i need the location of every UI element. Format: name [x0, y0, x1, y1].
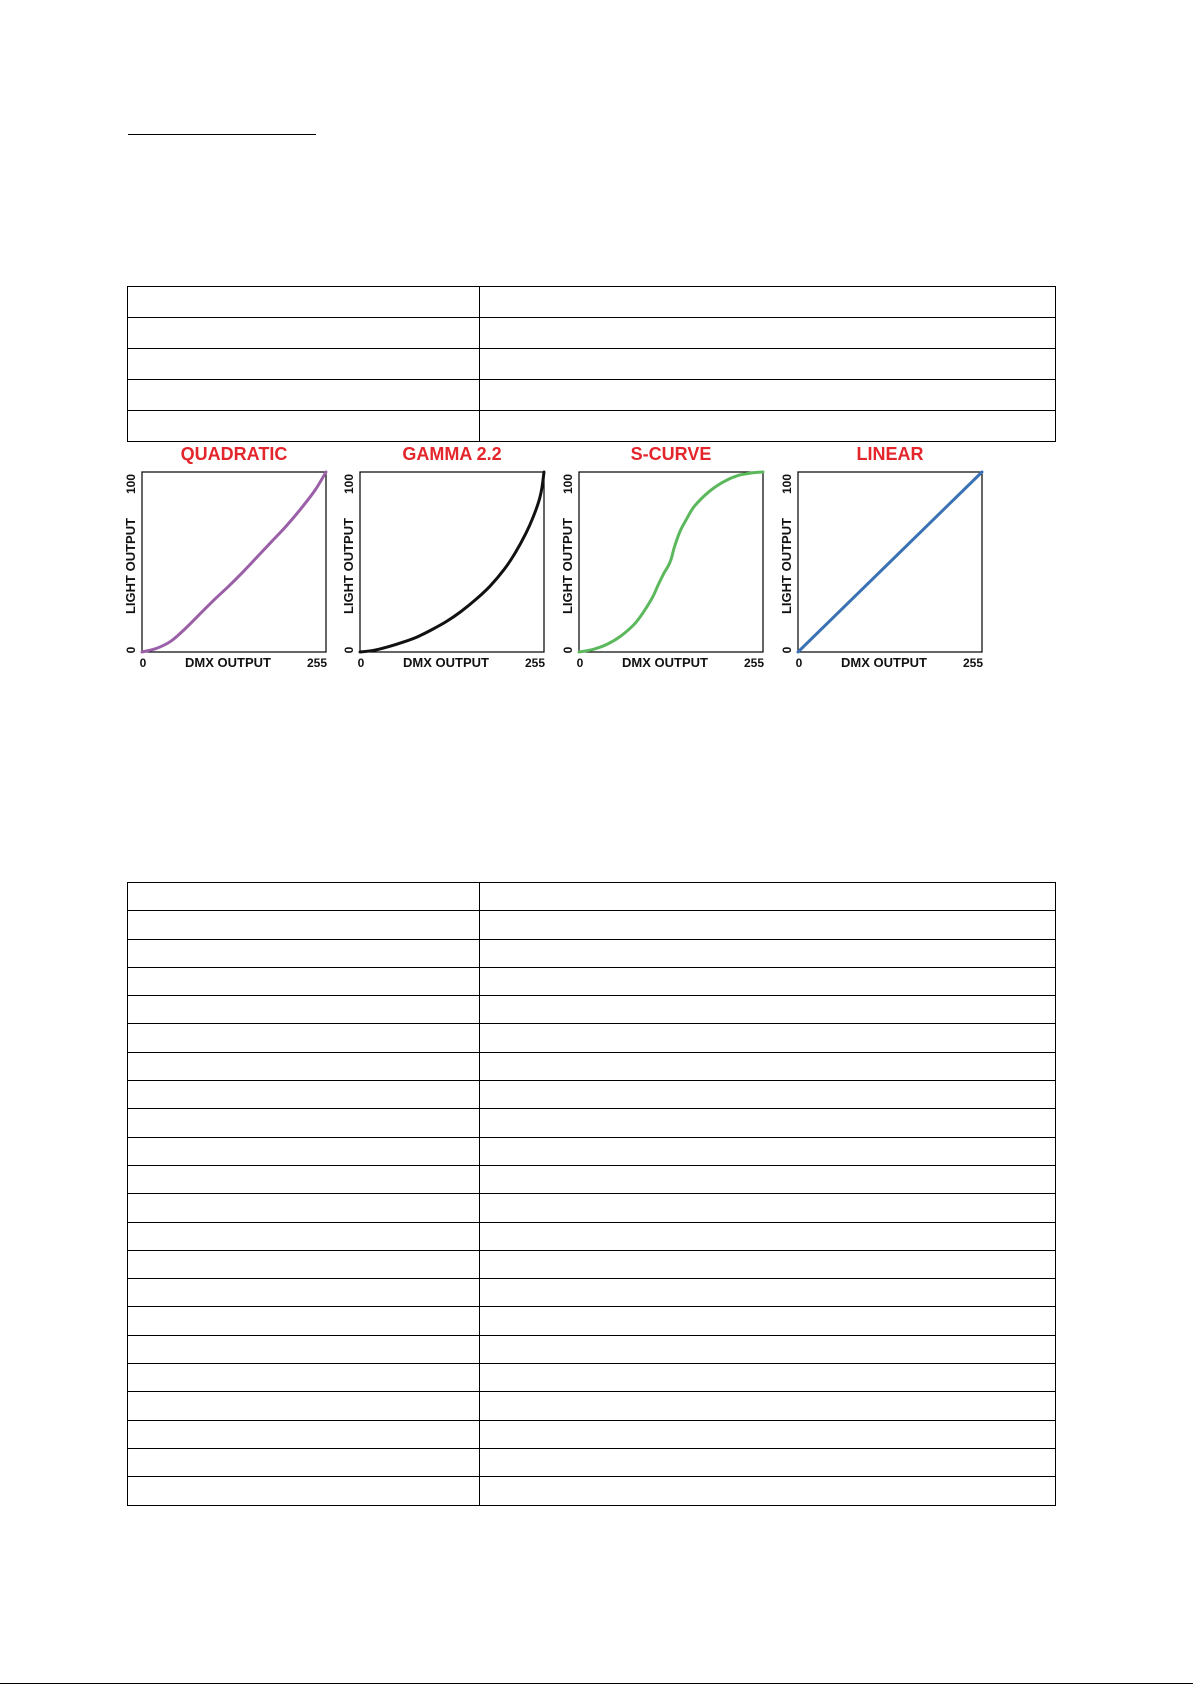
table-row: [128, 287, 1056, 318]
table-row: [128, 1392, 1056, 1420]
table-row: [128, 1137, 1056, 1165]
table-row: [128, 967, 1056, 995]
table-cell-label: [128, 1477, 480, 1505]
table-cell-value: [480, 349, 1056, 380]
table-row: [128, 349, 1056, 380]
table-row: [128, 1364, 1056, 1392]
y-axis-label: LIGHT OUTPUT: [560, 517, 575, 615]
top-table: [127, 286, 1056, 442]
table-cell-value: [480, 1165, 1056, 1193]
table-row: [128, 1250, 1056, 1278]
plot-frame: [142, 472, 326, 652]
x-tick-label: 0: [795, 656, 803, 670]
table-cell-label: [128, 1081, 480, 1109]
table-cell-value: [480, 1420, 1056, 1448]
table-cell-value: [480, 1335, 1056, 1363]
table-row: [128, 883, 1056, 911]
heading-underline: [128, 134, 316, 135]
plot-frame: [360, 472, 544, 652]
table-row: [128, 1307, 1056, 1335]
table-cell-value: [480, 380, 1056, 411]
table-row: [128, 1194, 1056, 1222]
table-cell-label: [128, 967, 480, 995]
x-axis-label: DMX OUTPUT: [622, 655, 708, 670]
table-row: [128, 911, 1056, 939]
series-line: [798, 472, 982, 652]
bottom-table-body: [128, 883, 1056, 1506]
table-cell-value: [480, 1250, 1056, 1278]
table-cell-label: [128, 883, 480, 911]
x-tick-label: 255: [306, 656, 328, 670]
table-row: [128, 1279, 1056, 1307]
table-cell-label: [128, 1052, 480, 1080]
table-cell-value: [480, 967, 1056, 995]
table-cell-value: [480, 1052, 1056, 1080]
table-cell-value: [480, 1081, 1056, 1109]
table-row: [128, 1420, 1056, 1448]
chart-panel-quadratic: [123, 444, 327, 670]
table-cell-label: [128, 1222, 480, 1250]
table-cell-value: [480, 883, 1056, 911]
table-cell-label: [128, 1109, 480, 1137]
curve-charts-svg: [120, 443, 1060, 716]
curve-charts: [120, 443, 1060, 716]
table-cell-label: [128, 318, 480, 349]
table-row: [128, 1335, 1056, 1363]
chart-title: LINEAR: [856, 443, 924, 464]
table-cell-value: [480, 1448, 1056, 1476]
y-tick-label: 0: [342, 646, 356, 654]
y-tick-label: 0: [561, 646, 575, 654]
x-tick-label: 255: [743, 656, 765, 670]
table-row: [128, 1477, 1056, 1505]
y-tick-label: 100: [124, 473, 138, 495]
table-cell-label: [128, 1392, 480, 1420]
table-row: [128, 411, 1056, 442]
x-tick-label: 0: [576, 656, 584, 670]
table-cell-value: [480, 1024, 1056, 1052]
y-axis-label: LIGHT OUTPUT: [341, 517, 356, 615]
series-line: [579, 472, 763, 652]
table-row: [128, 996, 1056, 1024]
table-cell-value: [480, 1392, 1056, 1420]
table-cell-label: [128, 911, 480, 939]
table-cell-label: [128, 380, 480, 411]
table-cell-label: [128, 1250, 480, 1278]
table-cell-value: [480, 939, 1056, 967]
bottom-table: [127, 882, 1056, 1506]
table-cell-value: [480, 287, 1056, 318]
series-line: [360, 472, 544, 652]
table-cell-label: [128, 411, 480, 442]
table-cell-label: [128, 1194, 480, 1222]
y-tick-label: 100: [342, 473, 356, 495]
chart-title: QUADRATIC: [180, 443, 288, 464]
table-row: [128, 1024, 1056, 1052]
chart-title: GAMMA 2.2: [402, 443, 502, 464]
table-cell-label: [128, 1137, 480, 1165]
y-tick-label: 0: [124, 646, 138, 654]
table-cell-label: [128, 287, 480, 318]
table-row: [128, 1052, 1056, 1080]
y-axis-label: LIGHT OUTPUT: [779, 517, 794, 615]
x-axis-label: DMX OUTPUT: [403, 655, 489, 670]
chart-title: S-CURVE: [630, 443, 712, 464]
series-line: [142, 472, 326, 652]
x-tick-label: 255: [524, 656, 546, 670]
table-cell-value: [480, 1109, 1056, 1137]
chart-panel-s-curve: [560, 444, 764, 670]
table-cell-value: [480, 1307, 1056, 1335]
table-cell-value: [480, 1137, 1056, 1165]
table-row: [128, 939, 1056, 967]
table-cell-label: [128, 996, 480, 1024]
x-tick-label: 0: [139, 656, 147, 670]
x-axis-label: DMX OUTPUT: [841, 655, 927, 670]
table-cell-value: [480, 911, 1056, 939]
chart-panel-linear: [779, 444, 983, 670]
y-tick-label: 100: [561, 473, 575, 495]
table-cell-label: [128, 1420, 480, 1448]
x-tick-label: 255: [962, 656, 984, 670]
table-row: [128, 1081, 1056, 1109]
x-axis-label: DMX OUTPUT: [185, 655, 271, 670]
table-cell-label: [128, 1279, 480, 1307]
table-cell-label: [128, 1335, 480, 1363]
table-row: [128, 318, 1056, 349]
chart-panel-gamma-2-2: [341, 444, 545, 670]
top-table-body: [128, 287, 1056, 442]
table-row: [128, 1222, 1056, 1250]
table-row: [128, 380, 1056, 411]
table-row: [128, 1448, 1056, 1476]
table-cell-value: [480, 996, 1056, 1024]
table-cell-value: [480, 318, 1056, 349]
table-row: [128, 1109, 1056, 1137]
table-cell-label: [128, 1165, 480, 1193]
table-cell-value: [480, 1222, 1056, 1250]
table-cell-value: [480, 1194, 1056, 1222]
x-tick-label: 0: [357, 656, 365, 670]
table-cell-label: [128, 1448, 480, 1476]
table-cell-label: [128, 1364, 480, 1392]
y-tick-label: 100: [780, 473, 794, 495]
y-tick-label: 0: [780, 646, 794, 654]
page-bottom-rule: [0, 1683, 1193, 1684]
y-axis-label: LIGHT OUTPUT: [123, 517, 138, 615]
table-cell-label: [128, 349, 480, 380]
table-cell-label: [128, 1024, 480, 1052]
table-cell-value: [480, 1279, 1056, 1307]
table-cell-label: [128, 939, 480, 967]
table-cell-value: [480, 1477, 1056, 1505]
table-cell-value: [480, 1364, 1056, 1392]
table-cell-label: [128, 1307, 480, 1335]
table-cell-value: [480, 411, 1056, 442]
table-row: [128, 1165, 1056, 1193]
